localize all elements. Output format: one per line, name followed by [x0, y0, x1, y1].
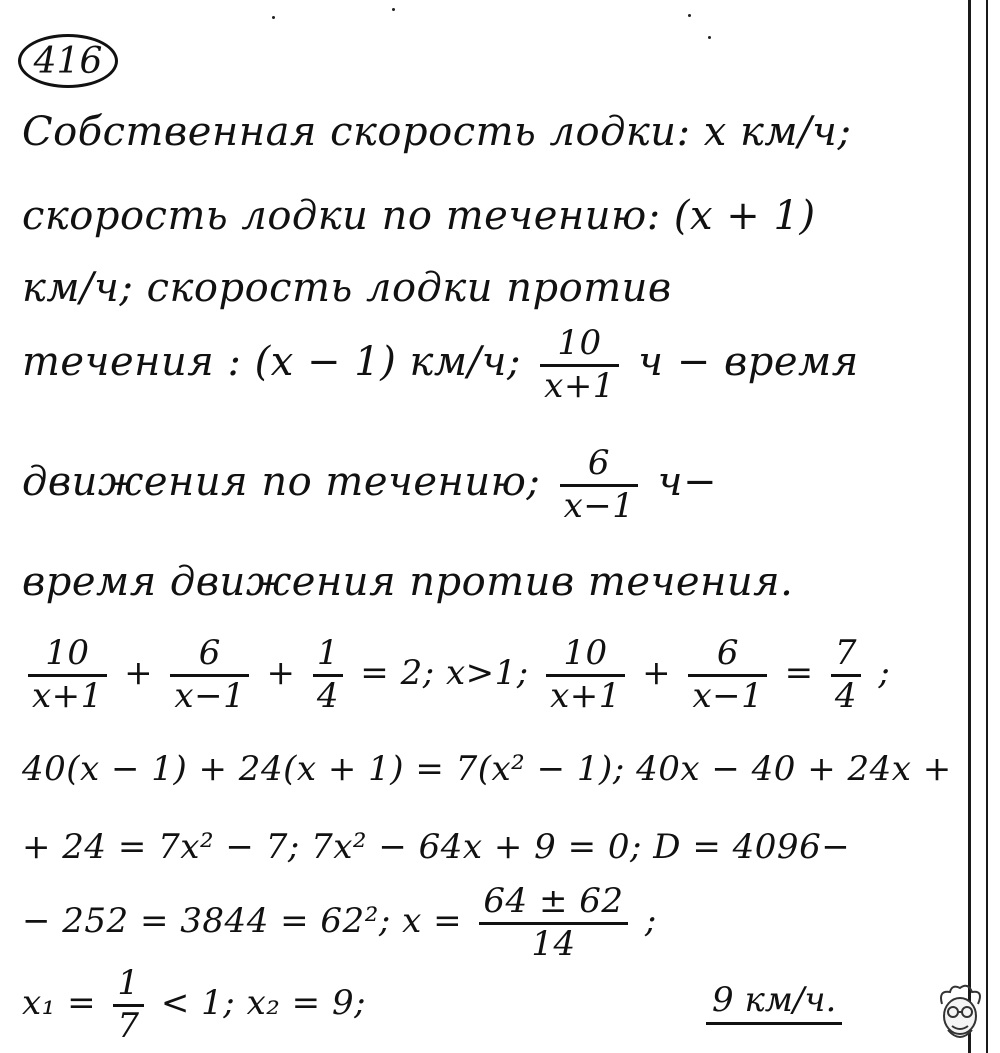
line-6: время движения против течения.: [22, 559, 794, 605]
fraction-denominator: x+1: [544, 365, 615, 406]
fraction-numerator: 7: [831, 636, 861, 677]
paper-speck: [392, 8, 395, 11]
plus-sign: +: [266, 653, 296, 694]
line-11-text-a: x₁ =: [22, 983, 97, 1024]
right-margin-line-right: [986, 0, 988, 1053]
right-margin-line-left: [968, 0, 971, 1053]
fraction-numerator: 10: [28, 636, 107, 677]
fraction-numerator: 1: [313, 636, 343, 677]
semicolon: ;: [878, 653, 891, 694]
fraction-numerator: 64 ± 62: [479, 884, 627, 925]
line-10: [22, 881, 657, 964]
fraction-denominator: x−1: [174, 675, 246, 716]
equals-sign: =: [784, 653, 814, 694]
paper-speck: [688, 14, 691, 17]
fraction-numerator: 10: [546, 636, 625, 677]
line-5-text-a: движения по течению;: [22, 459, 541, 506]
line-9: + 24 = 7x² − 7; 7x² − 64x + 9 = 0; D = 4096−: [22, 827, 851, 867]
fraction-roots: [479, 881, 627, 964]
line-2: скорость лодки по течению: (x + 1): [22, 193, 816, 239]
fraction-denominator: 14: [531, 923, 576, 964]
plus-sign: +: [124, 653, 154, 694]
fraction: [170, 633, 249, 716]
fraction-numerator: 6: [688, 636, 767, 677]
equation-rhs: = 2; x>1;: [360, 653, 529, 694]
plus-sign: +: [642, 653, 672, 694]
fraction-denominator: x+1: [550, 675, 621, 716]
fraction: [28, 633, 107, 716]
professor-mascot-icon: [932, 982, 988, 1044]
final-answer: 9 км/ч.: [706, 980, 842, 1025]
fraction-denominator: x−1: [692, 675, 764, 716]
line-11: [22, 963, 367, 1046]
problem-number: 416: [18, 34, 118, 88]
line-4-text-a: течения : (x − 1) км/ч;: [22, 339, 521, 386]
fraction-denominator: 7: [117, 1005, 140, 1046]
line-3: км/ч; скорость лодки против: [22, 265, 672, 311]
fraction-denominator: x−1: [563, 485, 635, 526]
fraction-numerator: 10: [540, 326, 619, 367]
fraction-one-seventh: [113, 963, 143, 1046]
fraction-6-over-x-minus-1: [560, 443, 639, 526]
fraction-denominator: 4: [834, 675, 858, 716]
fraction-denominator: 4: [316, 675, 339, 716]
paper-speck: [708, 36, 711, 39]
line-11-text-b: < 1; x₂ = 9;: [160, 983, 367, 1024]
line-4-text-b: ч − время: [638, 339, 859, 386]
line-5: [22, 443, 717, 526]
fraction: [313, 633, 343, 716]
line-10-text-a: − 252 = 3844 = 62²; x =: [22, 901, 463, 942]
line-7-equation: [22, 633, 891, 716]
line-1: Собственная скорость лодки: x км/ч;: [22, 109, 852, 155]
fraction-10-over-x-plus-1: [540, 323, 619, 406]
line-4: [22, 323, 859, 406]
fraction-numerator: 1: [113, 966, 143, 1007]
fraction-numerator: 6: [170, 636, 249, 677]
line-8: 40(x − 1) + 24(x + 1) = 7(x² − 1); 40x − 40 + 24x +: [22, 749, 952, 789]
line-10-text-b: ;: [644, 901, 657, 942]
fraction-numerator: 6: [560, 446, 639, 487]
fraction: [546, 633, 625, 716]
line-5-text-b: ч−: [657, 459, 717, 506]
fraction-denominator: x+1: [32, 675, 103, 716]
paper-speck: [272, 16, 275, 19]
fraction: [688, 633, 767, 716]
fraction: [831, 633, 861, 716]
